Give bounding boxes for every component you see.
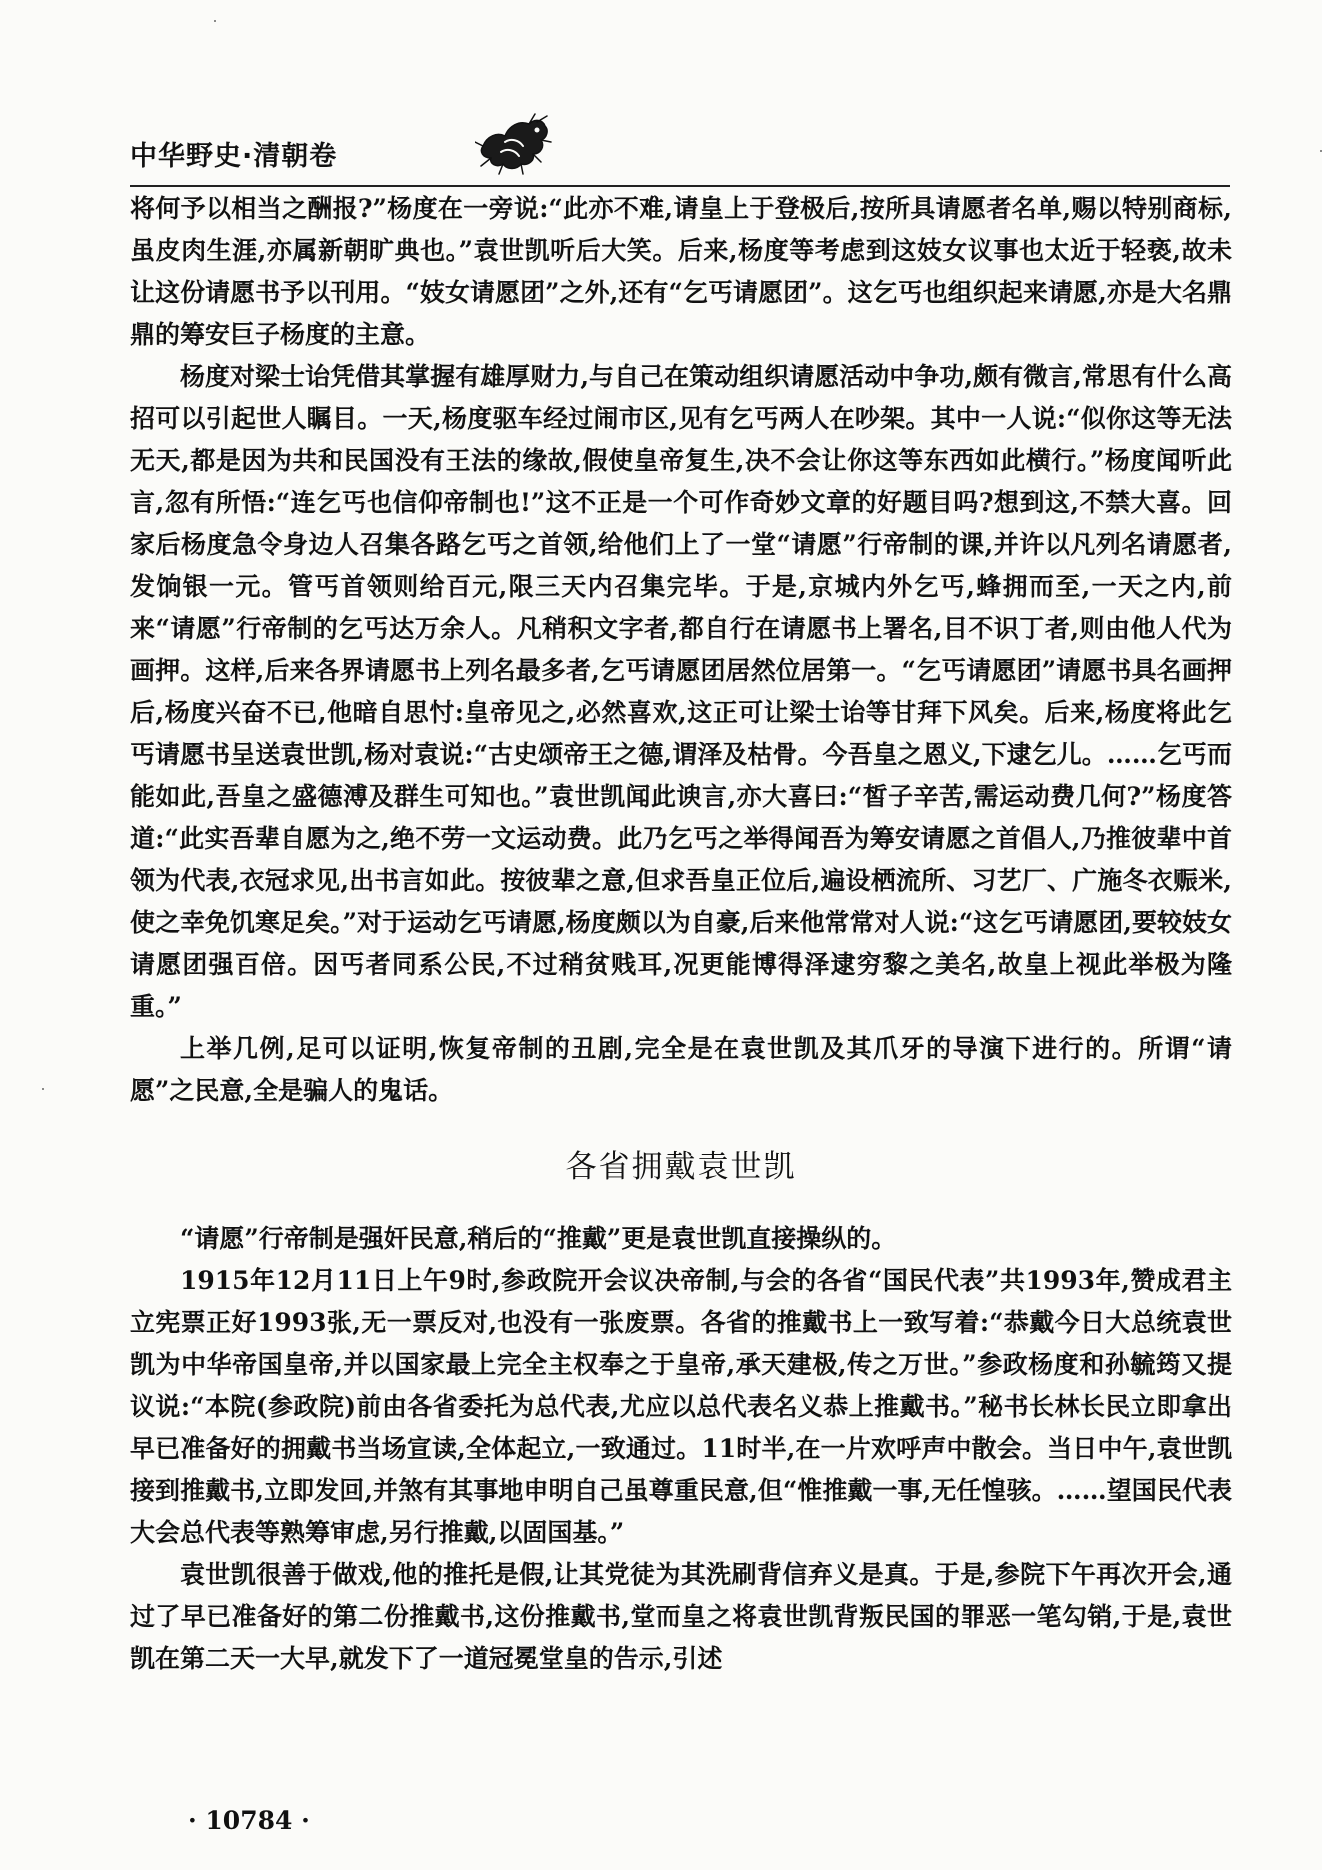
section-title: 各省拥戴袁世凯 xyxy=(565,1149,797,1185)
running-header xyxy=(130,112,1230,192)
article-body xyxy=(130,188,1232,1680)
paragraph-5: 1915年12月11日上午9时,参政院开会议决帝制,与会的各省“国民代表”共1993年,赞成君主立宪票正好1993张,无一票反对,也没有一张废票。各省的推戴书上一致写着:“恭戴今日大总统袁世凯为中华帝国皇帝,并以国家最上完全主权奉之于皇帝,承天建极,传之万世。”参政杨度和孙毓筠又提议说:“本院(参政院)前由各省委托为总代表,尤应以总代表名义恭上推戴书。”秘书长林长民立即拿出早已准备好的拥戴书当场宣读,全体起立,一致通过。11时半,在一片欢呼声中散会。当日中午,袁世凯接到推戴书,立即发回,并煞有其事地申明自己虽尊重民意,但“惟推戴一事,无任惶骇。……望国民代表大会总代表等熟筹审虑,另行推戴,以固国基。” xyxy=(130,1266,1232,1547)
scan-speck xyxy=(42,1088,44,1090)
paragraph-6: 袁世凯很善于做戏,他的推托是假,让其党徒为其洗刷背信弃义是真。于是,参院下午再次开会,通过了早已准备好的第二份推戴书,这份推戴书,堂而皇之将袁世凯背叛民国的罪恶一笔勾销,于是,袁世凯在第二天一大早,就发下了一道冠冕堂皇的告示,引述 xyxy=(130,1560,1232,1673)
paragraph-1: 将何予以相当之酬报?”杨度在一旁说:“此亦不难,请皇上于登极后,按所具请愿者名单,赐以特别商标,虽皮肉生涯,亦属新朝旷典也。”袁世凯听后大笑。后来,杨度等考虑到这妓女议事也太近于轻亵,故未让这份请愿书予以刊用。“妓女请愿团”之外,还有“乞丐请愿团”。这乞丐也组织起来请愿,亦是大名鼎鼎的筹安巨子杨度的主意。 xyxy=(130,194,1232,349)
header-rule xyxy=(130,185,1230,187)
series-title: 中华野史·清朝卷 xyxy=(130,141,338,172)
paragraph-2: 杨度对梁士诒凭借其掌握有雄厚财力,与自己在策动组织请愿活动中争功,颇有微言,常思有什么高招可以引起世人瞩目。一天,杨度驱车经过闹市区,见有乞丐两人在吵架。其中一人说:“似你这等无法无天,都是因为共和民国没有王法的缘故,假使皇帝复生,决不会让你这等东西如此横行。”杨度闻听此言,忽有所悟:“连乞丐也信仰帝制也!”这不正是一个可作奇妙文章的好题目吗?想到这,不禁大喜。回家后杨度急令身边人召集各路乞丐之首领,给他们上了一堂“请愿”行帝制的课,并许以凡列名请愿者,发饷银一元。管丐首领则给百元,限三天内召集完毕。于是,京城内外乞丐,蜂拥而至,一天之内,前来“请愿”行帝制的乞丐达万余人。凡稍积文字者,都自行在请愿书上署名,目不识丁者,则由他人代为画押。这样,后来各界请愿书上列名最多者,乞丐请愿团居然位居第一。“乞丐请愿团”请愿书具名画押后,杨度兴奋不已,他暗自思忖:皇帝见之,必然喜欢,这正可让梁士诒等甘拜下风矣。后来,杨度将此乞丐请愿书呈送袁世凯,杨对袁说:“古史颂帝王之德,谓泽及枯骨。今吾皇之恩义,下逮乞儿。……乞丐而能如此,吾皇之盛德溥及群生可知也。”袁世凯闻此谀言,亦大喜曰:“皙子辛苦,需运动费几何?”杨度答道:“此实吾辈自愿为之,绝不劳一文运动费。此乃乞丐之举得闻吾为筹安请愿之首倡人,乃推彼辈中首领为代表,衣冠求见,出书言如此。按彼辈之意,但求吾皇正位后,遍设栖流所、习艺厂、广施冬衣赈米,使之幸免饥寒足矣。”对于运动乞丐请愿,杨度颇以为自豪,后来他常常对人说:“这乞丐请愿团,要较妓女请愿团强百倍。因丐者同系公民,不过稍贫贱耳,况更能博得泽逮穷黎之美名,故皇上视此举极为隆重。” xyxy=(130,362,1232,1021)
paragraph-3: 上举几例,足可以证明,恢复帝制的丑剧,完全是在袁世凯及其爪牙的导演下进行的。所谓“请愿”之民意,全是骗人的鬼话。 xyxy=(130,1034,1232,1105)
dragon-icon xyxy=(475,112,553,176)
scan-speck xyxy=(214,20,216,22)
paragraph-4: “请愿”行帝制是强奸民意,稍后的“推戴”更是袁世凯直接操纵的。 xyxy=(180,1224,897,1253)
page-number: · 10784 · xyxy=(188,1806,310,1835)
